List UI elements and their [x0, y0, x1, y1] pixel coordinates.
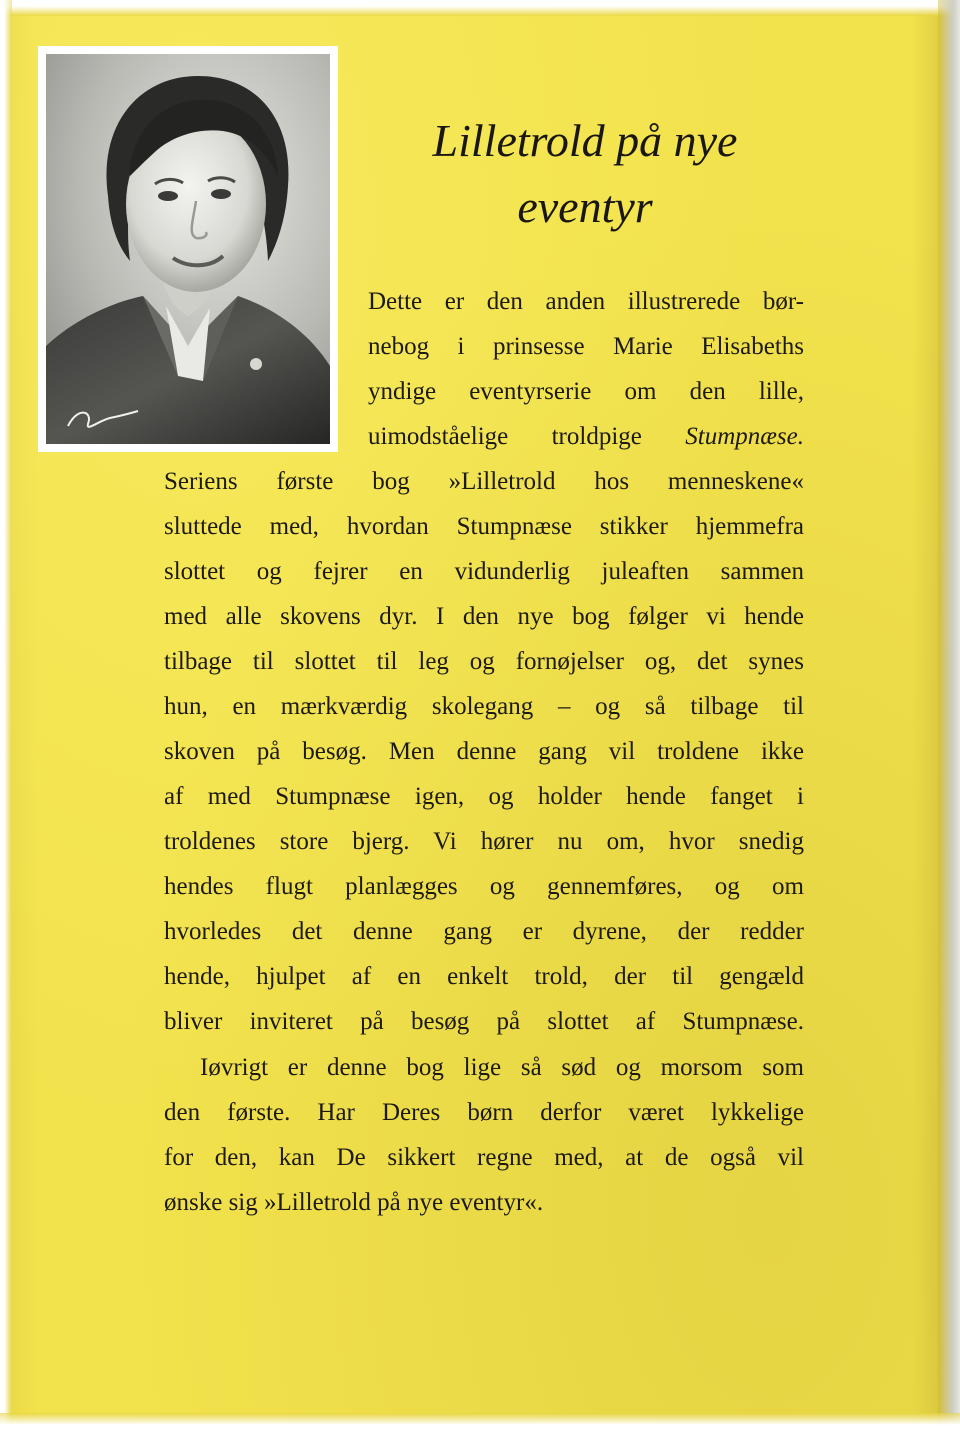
page-edge-bottom — [0, 1413, 960, 1431]
intro-line-2: nebog i prinsesse Marie Elisabeths — [368, 333, 804, 360]
intro-line-4-text: uimodståelige troldpige — [368, 423, 642, 450]
body-line-1: Seriens første bog »Lilletrold hos menneskene« — [164, 468, 804, 495]
closing-paragraph — [164, 1045, 804, 1225]
page-edge-left — [0, 0, 12, 1431]
book-title — [380, 108, 790, 240]
body-line-11: hvorledes det denne gang er dyrene, der redder — [164, 918, 804, 945]
author-portrait — [38, 46, 338, 452]
body-line-12: hende, hjulpet af en enkelt trold, der til gengæld — [164, 963, 804, 990]
book-title-line-1: Lilletrold på nye — [432, 115, 738, 166]
intro-line-3: yndige eventyrserie om den lille, — [368, 378, 804, 405]
body-line-7: skoven på besøg. Men denne gang vil troldene ikke — [164, 738, 804, 765]
intro-paragraph — [368, 279, 804, 459]
body-line-9: troldenes store bjerg. Vi hører nu om, hvor snedig — [164, 828, 804, 855]
closing-line-4: ønske sig »Lilletrold på nye eventyr«. — [164, 1189, 544, 1216]
body-line-10: hendes flugt planlægges og gennemføres, og om — [164, 873, 804, 900]
intro-line-4 — [368, 414, 804, 459]
body-line-5: tilbage til slottet til leg og fornøjelser og, det synes — [164, 648, 804, 675]
body-line-8: af med Stumpnæse igen, og holder hende fanget i — [164, 783, 804, 810]
intro-emphasis: Stumpnæse. — [685, 423, 804, 450]
intro-line-1: Dette er den anden illustrerede bør- — [368, 288, 804, 315]
closing-line-1: Iøvrigt er denne bog lige så sød og morsom som — [200, 1054, 804, 1081]
closing-line-2: den første. Har Deres børn derfor været lykkelige — [164, 1099, 804, 1126]
body-line-13: bliver inviteret på besøg på slottet af Stumpnæse. — [164, 1008, 804, 1035]
spine-edge — [938, 0, 960, 1431]
body-line-3: slottet og fejrer en vidunderlig juleaften sammen — [164, 558, 804, 585]
body-line-4: med alle skovens dyr. I den nye bog følger vi hende — [164, 603, 804, 630]
body-line-6: hun, en mærkværdig skolegang – og så tilbage til — [164, 693, 804, 720]
closing-line-3: for den, kan De sikkert regne med, at de også vil — [164, 1144, 804, 1171]
body-line-2: sluttede med, hvordan Stumpnæse stikker hjemmefra — [164, 513, 804, 540]
page-edge-top — [0, 0, 960, 16]
main-paragraph — [164, 459, 804, 1044]
author-portrait-photo — [38, 46, 338, 452]
book-title-line-2: eventyr — [517, 181, 653, 232]
